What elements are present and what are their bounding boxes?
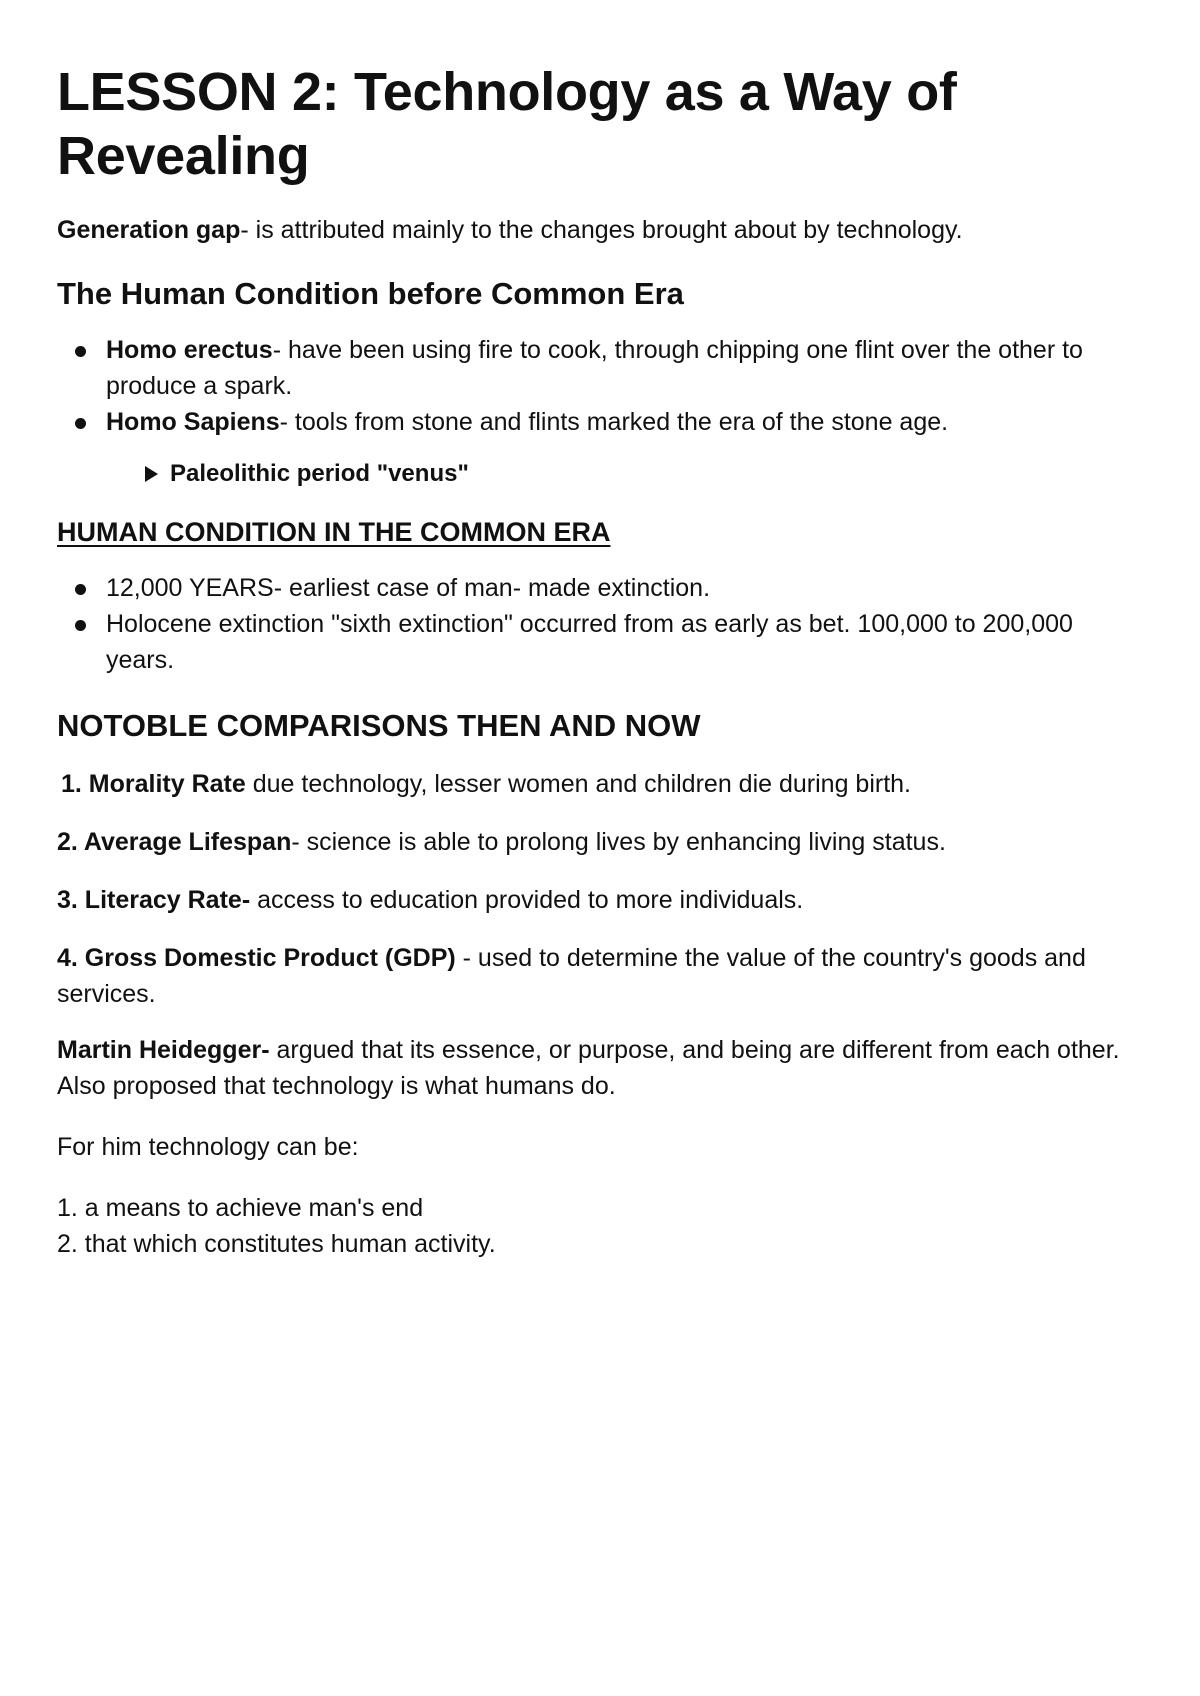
bullet-icon [75, 346, 86, 357]
item-term: 2. Average Lifespan [57, 828, 292, 856]
comparison-item [57, 940, 1140, 1012]
item-text: - science is able to prolong lives by enhancing living status. [291, 828, 946, 856]
item-text: due technology, lesser women and children die during birth. [245, 770, 911, 798]
bullet-term: Homo erectus [106, 336, 273, 364]
section-heading-before-ce: The Human Condition before Common Era [57, 276, 684, 311]
paleolithic-subitem [145, 460, 1140, 488]
item-text: - used to determine the value of the country's goods and services. [57, 944, 1086, 1008]
intro-text: - is attributed mainly to the changes brought about by technology. [240, 216, 963, 244]
bullet-icon [75, 418, 86, 429]
intro-paragraph [57, 212, 1140, 248]
heidegger-paragraph [57, 1032, 1140, 1104]
heidegger-text: argued that its essence, or purpose, and being are different from each other. Also proposed that technology is what humans do. [57, 1036, 1120, 1100]
bullet-text: Holocene extinction "sixth extinction" occurred from as early as bet. 100,000 to 200,000 years. [106, 610, 1073, 674]
list-item [57, 332, 1140, 404]
subitem-text: Paleolithic period "venus" [170, 460, 469, 487]
list-item [57, 404, 1140, 440]
common-era-list [57, 570, 1140, 678]
item-text: access to education provided to more individuals. [250, 886, 804, 914]
bullet-icon [75, 584, 86, 595]
means-list [57, 1190, 1140, 1262]
list-item: 1. a means to achieve man's end [57, 1194, 424, 1222]
item-term: 4. Gross Domestic Product (GDP) [57, 944, 456, 972]
list-item [57, 570, 1140, 606]
comparison-item [57, 824, 1140, 860]
bullet-term: Homo Sapiens [106, 408, 280, 436]
bullet-text: 12,000 YEARS- earliest case of man- made extinction. [106, 574, 711, 602]
section-heading-common-era: HUMAN CONDITION IN THE COMMON ERA [57, 517, 611, 547]
bullet-text: - have been using fire to cook, through chipping one flint over the other to produce a spark. [106, 336, 1083, 400]
list-item [57, 606, 1140, 678]
section-heading-comparisons: NOTOBLE COMPARISONS THEN AND NOW [57, 708, 701, 743]
heidegger-term: Martin Heidegger- [57, 1036, 270, 1064]
before-ce-list [57, 332, 1140, 440]
comparison-item [57, 882, 1140, 918]
intro-term: Generation gap [57, 216, 241, 244]
item-term: 1. Morality Rate [61, 770, 246, 798]
bullet-text: - tools from stone and flints marked the era of the stone age. [279, 408, 949, 436]
bullet-icon [75, 620, 86, 631]
for-him-text: For him technology can be: [57, 1133, 359, 1161]
item-term: 3. Literacy Rate- [57, 886, 251, 914]
triangle-right-icon [145, 466, 158, 482]
list-item: 2. that which constitutes human activity. [57, 1230, 496, 1258]
page-title: LESSON 2: Technology as a Way of Revealing [57, 62, 957, 186]
comparison-item [57, 766, 1140, 802]
